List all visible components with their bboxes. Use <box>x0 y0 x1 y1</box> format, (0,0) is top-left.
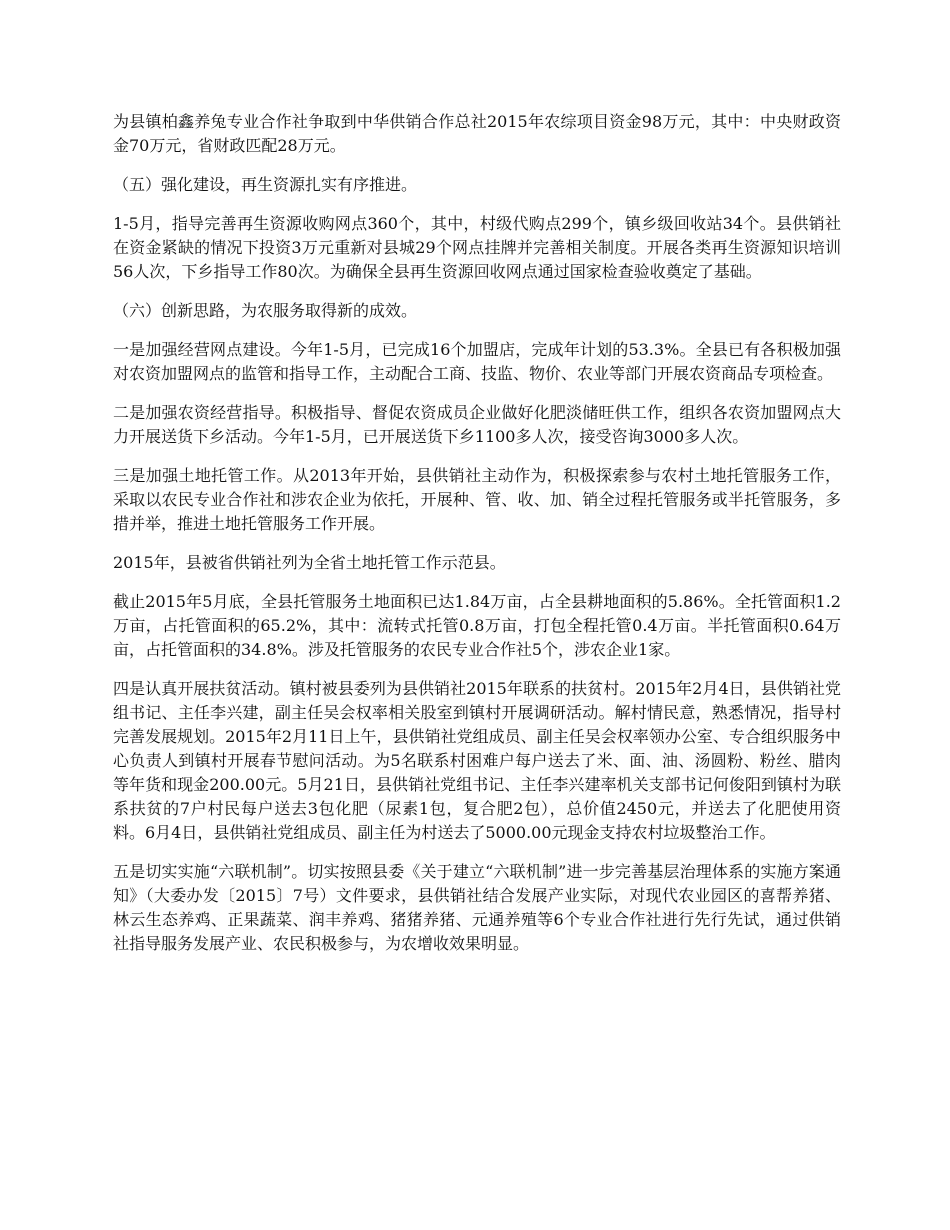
paragraph-poverty-alleviation: 四是认真开展扶贫活动。镇村被县委列为县供销社2015年联系的扶贫村。2015年2月4日，县供销社党组书记、主任李兴建，副主任吴会权率相关股室到镇村开展调研活动。解村情民意，熟悉情况，指导村完善发展规划。2015年2月11日上午，县供销社党组成员、副主任吴会权率领办公室、专合组织服务中心负责人到镇村开展春节慰问活动。为5名联系村困难户每户送去了米、面、油、汤圆粉、粉丝、腊肉等年货和现金200.00元。5月21日，县供销社党组书记、主任李兴建率机关支部书记何俊阳到镇村为联系扶贫的7户村民每户送去3包化肥（尿素1包，复合肥2包），总价值2450元，并送去了化肥使用资料。6月4日，县供销社党组成员、副主任为村送去了5000.00元现金支持农村垃圾整治工作。 <box>113 679 841 842</box>
paragraph-demonstration-county: 2015年，县被省供销社列为全省土地托管工作示范县。 <box>113 553 506 572</box>
document-body <box>113 110 841 971</box>
paragraph-outlet-construction: 一是加强经营网点建设。今年1-5月，已完成16个加盟店，完成年计划的53.3%。全县已有各积极加强对农资加盟网点的监管和指导工作，主动配合工商、技监、物价、农业等部门开展农资商品专项检查。 <box>113 340 841 383</box>
paragraph-recycling-network: 1-5月，指导完善再生资源收购网点360个，其中，村级代购点299个，镇乡级回收站34个。县供销社在资金紧缺的情况下投资3万元重新对县城29个网点挂牌并完善相关制度。开展各类再生资源知识培训56人次，下乡指导工作80次。为确保全县再生资源回收网点通过国家检查验收奠定了基础。 <box>113 214 841 281</box>
paragraph-six-linkage-mechanism: 五是切实实施“六联机制”。切实按照县委《关于建立“六联机制”进一步完善基层治理体系的实施方案通知》（大委办发〔2015〕7号）文件要求，县供销社结合发展产业实际，对现代农业园区的喜帮养猪、林云生态养鸡、正果蔬菜、润丰养鸡、猪猪养猪、元通养殖等6个专业合作社进行先行先试，通过供销社指导服务发展产业、农民积极参与，为农增收效果明显。 <box>113 862 841 953</box>
paragraph-project-funds: 为县镇柏鑫养兔专业合作社争取到中华供销合作总社2015年农综项目资金98万元，其中：中央财政资金70万元，省财政匹配28万元。 <box>113 112 841 155</box>
heading-section-six: （六）创新思路，为农服务取得新的成效。 <box>113 301 418 320</box>
heading-section-five: （五）强化建设，再生资源扎实有序推进。 <box>113 175 418 194</box>
paragraph-trusteeship-statistics: 截止2015年5月底，全县托管服务土地面积已达1.84万亩，占全县耕地面积的5.86%。全托管面积1.2万亩，占托管面积的65.2%，其中：流转式托管0.8万亩，打包全程托管0.4万亩。半托管面积0.64万亩，占托管面积的34.8%。涉及托管服务的农民专业合作社5个，涉农企业1家。 <box>113 592 841 659</box>
paragraph-agri-supplies-guidance: 二是加强农资经营指导。积极指导、督促农资成员企业做好化肥淡储旺供工作，组织各农资加盟网点大力开展送货下乡活动。今年1-5月，已开展送货下乡1100多人次，接受咨询3000多人次。 <box>113 403 841 446</box>
paragraph-land-trusteeship: 三是加强土地托管工作。从2013年开始，县供销社主动作为，积极探索参与农村土地托管服务工作，采取以农民专业合作社和涉农企业为依托，开展种、管、收、加、销全过程托管服务或半托管服务，多措并举，推进土地托管服务工作开展。 <box>113 466 841 533</box>
